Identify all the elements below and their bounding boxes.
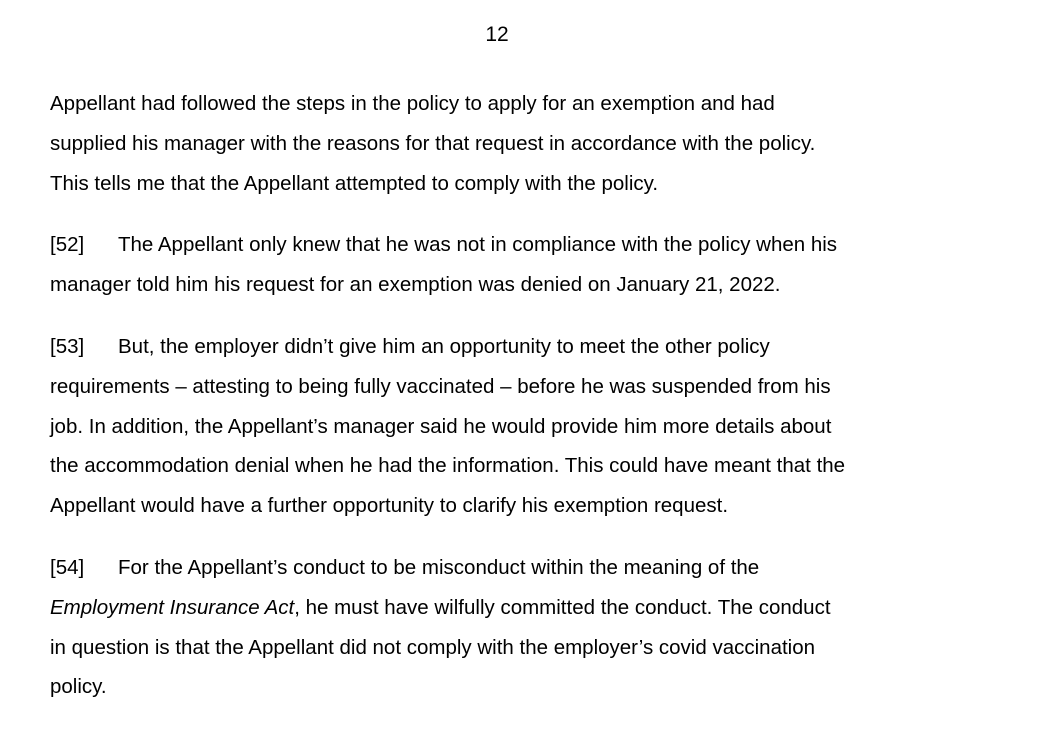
paragraph-number: [52] [50,233,85,257]
paragraph-first-line [50,225,950,265]
paragraph-54 [50,548,950,707]
paragraph-line: The Appellant only knew that he was not in compliance with the policy when his [118,233,838,257]
paragraph-line: in question is that the Appellant did not comply with the employer’s covid vaccination [50,635,816,659]
paragraph-line: This tells me that the Appellant attempted to comply with the policy. [50,171,659,195]
page-number: 12 [485,23,509,46]
paragraph-line: requirements – attesting to being fully vaccinated – before he was suspended from his [50,374,831,398]
paragraph-number: [54] [50,555,85,579]
act-title: Employment Insurance Act [50,595,295,619]
paragraph-53 [50,327,950,526]
paragraph-continued [50,84,950,203]
paragraph-line: For the Appellant’s conduct to be misconduct within the meaning of the [118,555,760,579]
paragraph-line-with-citation [50,588,950,628]
paragraph-line: Appellant had followed the steps in the policy to apply for an exemption and had [50,92,775,115]
paragraph-number: [53] [50,334,85,358]
paragraph-line: job. In addition, the Appellant’s manager said he would provide him more details about [50,414,832,438]
paragraph-line: manager told him his request for an exemption was denied on January 21, 2022. [50,273,781,297]
paragraph-line: supplied his manager with the reasons for that request in accordance with the policy. [50,131,816,155]
paragraph-first-line [50,327,950,367]
paragraph-line: Appellant would have a further opportunity to clarify his exemption request. [50,494,729,518]
paragraph-line: the accommodation denial when he had the information. This could have meant that the [50,454,846,478]
document-body [50,84,950,729]
paragraph-line: , he must have wilfully committed the conduct. The conduct [294,595,831,619]
paragraph-line: But, the employer didn’t give him an opportunity to meet the other policy [118,334,770,358]
paragraph-line: policy. [50,675,107,699]
paragraph-first-line [50,548,950,588]
paragraph-52 [50,225,950,305]
